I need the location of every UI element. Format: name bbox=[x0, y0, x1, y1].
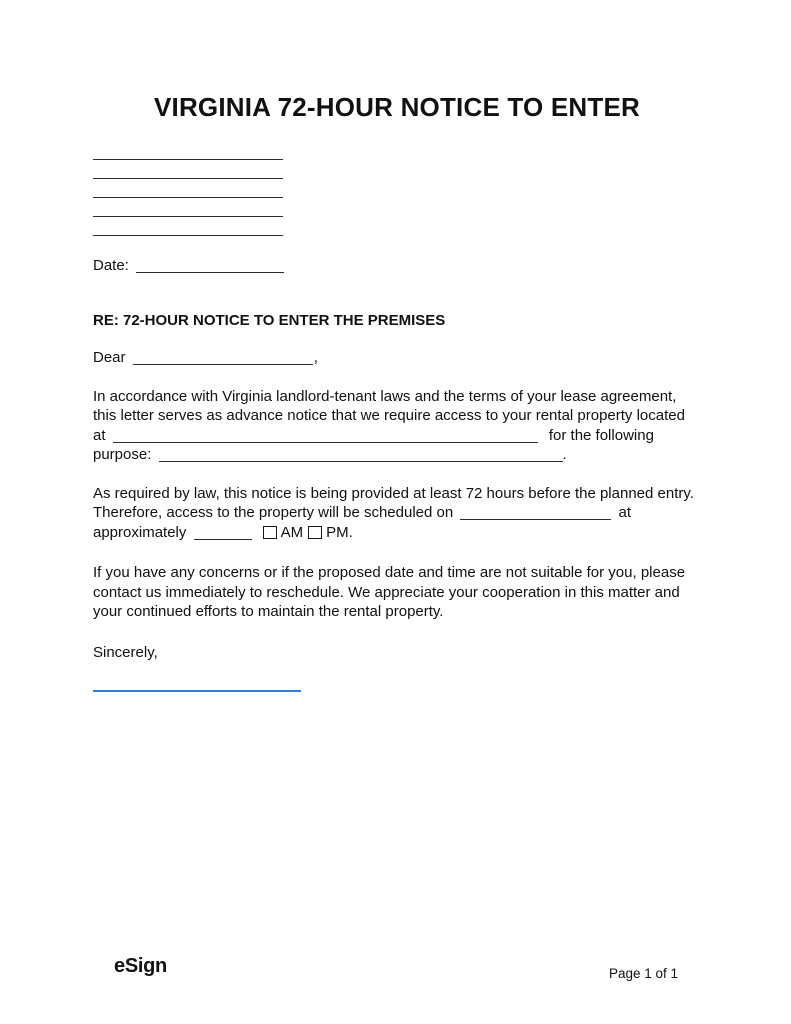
salutation-label: Dear bbox=[93, 349, 126, 366]
paragraph-2-text: As required by law, this notice is being provided at least 72 hours before the planned entry. Therefore, access to the property will be scheduled on bbox=[93, 484, 694, 521]
address-blank-line[interactable] bbox=[93, 179, 283, 198]
closing-text: Sincerely, bbox=[93, 643, 158, 661]
salutation-comma: , bbox=[313, 349, 318, 366]
property-address-field[interactable] bbox=[113, 429, 538, 443]
paragraph-1-text: In accordance with Virginia landlord-tenant laws and the terms of your lease agreement, this letter serves as advance notice that we require access to your rental property located at bbox=[93, 387, 685, 444]
paragraph-1-period: . bbox=[562, 446, 567, 463]
paragraph-2-text-2: at approximately bbox=[93, 504, 632, 541]
paragraph-concerns: If you have any concerns or if the proposed date and time are not suitable for you, please contact us immediately to reschedule. We appreciate your cooperation in this matter and your continued efforts to maintain the rental property. bbox=[93, 564, 686, 620]
document-title: VIRGINIA 72-HOUR NOTICE TO ENTER bbox=[153, 92, 640, 122]
address-blank-line[interactable] bbox=[93, 198, 283, 217]
paragraph-access-notice bbox=[93, 387, 701, 465]
paragraph-schedule bbox=[93, 484, 701, 543]
address-blank-line[interactable] bbox=[93, 217, 283, 236]
scheduled-date-field[interactable] bbox=[460, 506, 611, 520]
am-checkbox[interactable] bbox=[263, 526, 277, 539]
address-block bbox=[93, 141, 701, 236]
recipient-name-field[interactable] bbox=[133, 351, 313, 365]
purpose-field[interactable] bbox=[159, 448, 563, 462]
signature-field[interactable] bbox=[93, 690, 301, 692]
subject-line: RE: 72-HOUR NOTICE TO ENTER THE PREMISES bbox=[93, 311, 446, 329]
date-row bbox=[93, 256, 701, 276]
time-field[interactable] bbox=[194, 526, 252, 540]
letter-content bbox=[93, 93, 701, 692]
address-blank-line[interactable] bbox=[93, 141, 283, 160]
pm-checkbox-label: PM bbox=[326, 523, 349, 541]
esign-logo: eSign bbox=[114, 955, 167, 977]
paragraph-1-text-2: for the following purpose: bbox=[93, 426, 654, 463]
date-blank-field[interactable] bbox=[136, 259, 284, 273]
paragraph-2-period: . bbox=[348, 523, 353, 541]
pm-checkbox[interactable] bbox=[308, 526, 322, 539]
salutation-row bbox=[93, 348, 701, 368]
date-label: Date: bbox=[93, 257, 129, 274]
page-indicator: Page 1 of 1 bbox=[608, 966, 678, 981]
am-checkbox-label: AM bbox=[280, 523, 304, 541]
address-blank-line[interactable] bbox=[93, 160, 283, 179]
